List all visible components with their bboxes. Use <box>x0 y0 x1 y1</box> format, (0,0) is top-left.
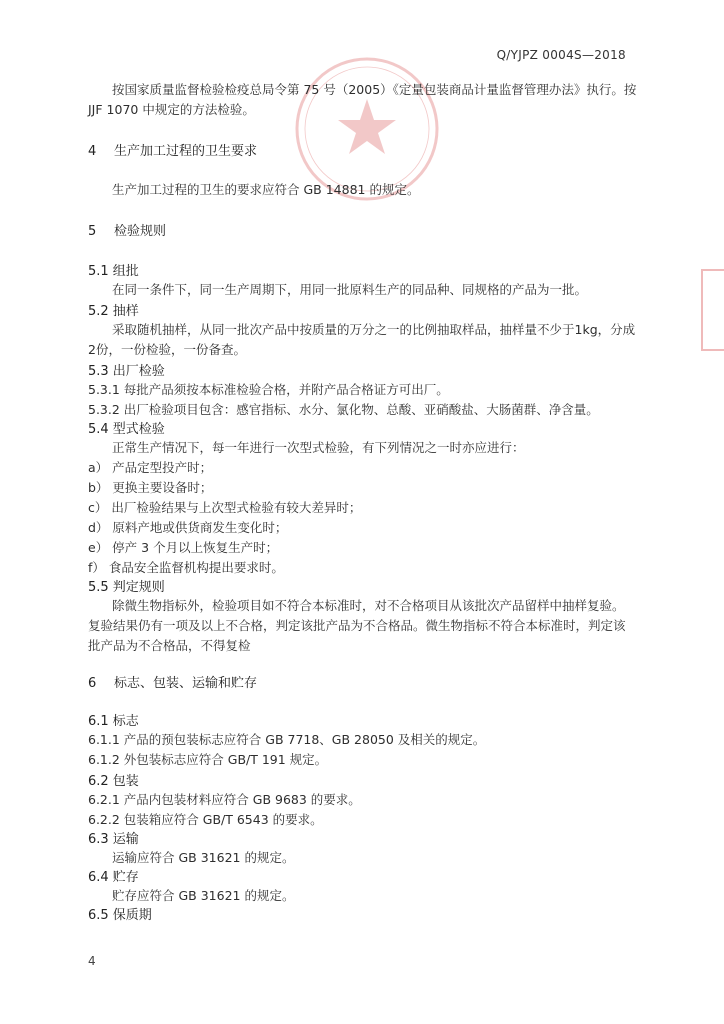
text-line: 6.2.1 产品内包装材料应符合 GB 9683 的要求。 <box>88 792 361 807</box>
text-line: 6.1.2 外包装标志应符合 GB/T 191 规定。 <box>88 752 328 767</box>
edge-seal-fragment <box>700 268 724 352</box>
list-item: a） 产品定型投产时； <box>88 460 213 475</box>
text-line: 运输应符合 GB 31621 的规定。 <box>112 850 295 865</box>
text-line: 复验结果仍有一项及以上不合格，判定该批产品为不合格品。微生物指标不符合本标准时，判定该 <box>88 618 626 633</box>
subsection-heading: 5.5 判定规则 <box>88 580 165 595</box>
text-line: 5.3.1 每批产品须按本标准检验合格，并附产品合格证方可出厂。 <box>88 382 449 397</box>
list-item: f） 食品安全监督机构提出要求时。 <box>88 560 284 575</box>
text-line: 生产加工过程的卫生的要求应符合 GB 14881 的规定。 <box>112 182 420 197</box>
text-line: 批产品为不合格品，不得复检 <box>88 638 251 653</box>
section-title: 检验规则 <box>114 224 167 239</box>
text-line: 贮存应符合 GB 31621 的规定。 <box>112 888 295 903</box>
list-item: b） 更换主要设备时； <box>88 480 213 495</box>
text-line: 正常生产情况下，每一年进行一次型式检验，有下列情况之一时亦应进行： <box>112 440 525 455</box>
text-line: 在同一条件下，同一生产周期下，用同一批原料生产的同品种、同规格的产品为一批。 <box>112 282 588 297</box>
subsection-heading: 6.2 包装 <box>88 774 139 789</box>
subsection-heading: 5.3 出厂检验 <box>88 364 165 379</box>
subsection-heading: 6.3 运输 <box>88 832 139 847</box>
section-4-heading <box>88 140 257 159</box>
standard-code: Q/YJPZ 0004S—2018 <box>496 48 626 62</box>
list-item: d） 原料产地或供货商发生变化时； <box>88 520 288 535</box>
list-item: c） 出厂检验结果与上次型式检验有较大差异时； <box>88 500 362 515</box>
subsection-heading: 6.4 贮存 <box>88 870 139 885</box>
section-5-heading <box>88 220 166 239</box>
subsection-heading: 6.1 标志 <box>88 714 139 729</box>
text-line: 按国家质量监督检验检疫总局令第 75 号（2005）《定量包装商品计量监督管理办法》执行。按 <box>112 82 637 97</box>
text-line: 5.3.2 出厂检验项目包含：感官指标、水分、氯化物、总酸、亚硝酸盐、大肠菌群、净含量。 <box>88 402 599 417</box>
section-title: 标志、包装、运输和贮存 <box>114 676 258 691</box>
subsection-heading: 5.2 抽样 <box>88 304 139 319</box>
text-line: 除微生物指标外，检验项目如不符合本标准时，对不合格项目从该批次产品留样中抽样复验。 <box>112 598 625 613</box>
section-title: 生产加工过程的卫生要求 <box>114 144 258 159</box>
text-line: 6.2.2 包装箱应符合 GB/T 6543 的要求。 <box>88 812 323 827</box>
section-number: 6 <box>88 676 97 691</box>
list-item: e） 停产 3 个月以上恢复生产时； <box>88 540 279 555</box>
text-line: JJF 1070 中规定的方法检验。 <box>88 102 255 117</box>
text-line: 6.1.1 产品的预包装标志应符合 GB 7718、GB 28050 及相关的规定。 <box>88 732 486 747</box>
section-number: 4 <box>88 144 97 159</box>
page-number: 4 <box>88 954 96 968</box>
section-6-heading <box>88 672 257 691</box>
text-line: 采取随机抽样，从同一批次产品中按质量的万分之一的比例抽取样品，抽样量不少于1kg，分成 <box>112 322 636 337</box>
subsection-heading: 5.4 型式检验 <box>88 422 165 437</box>
subsection-heading: 6.5 保质期 <box>88 908 152 923</box>
subsection-heading: 5.1 组批 <box>88 264 139 279</box>
section-number: 5 <box>88 224 97 239</box>
text-line: 2份，一份检验，一份备查。 <box>88 342 246 357</box>
